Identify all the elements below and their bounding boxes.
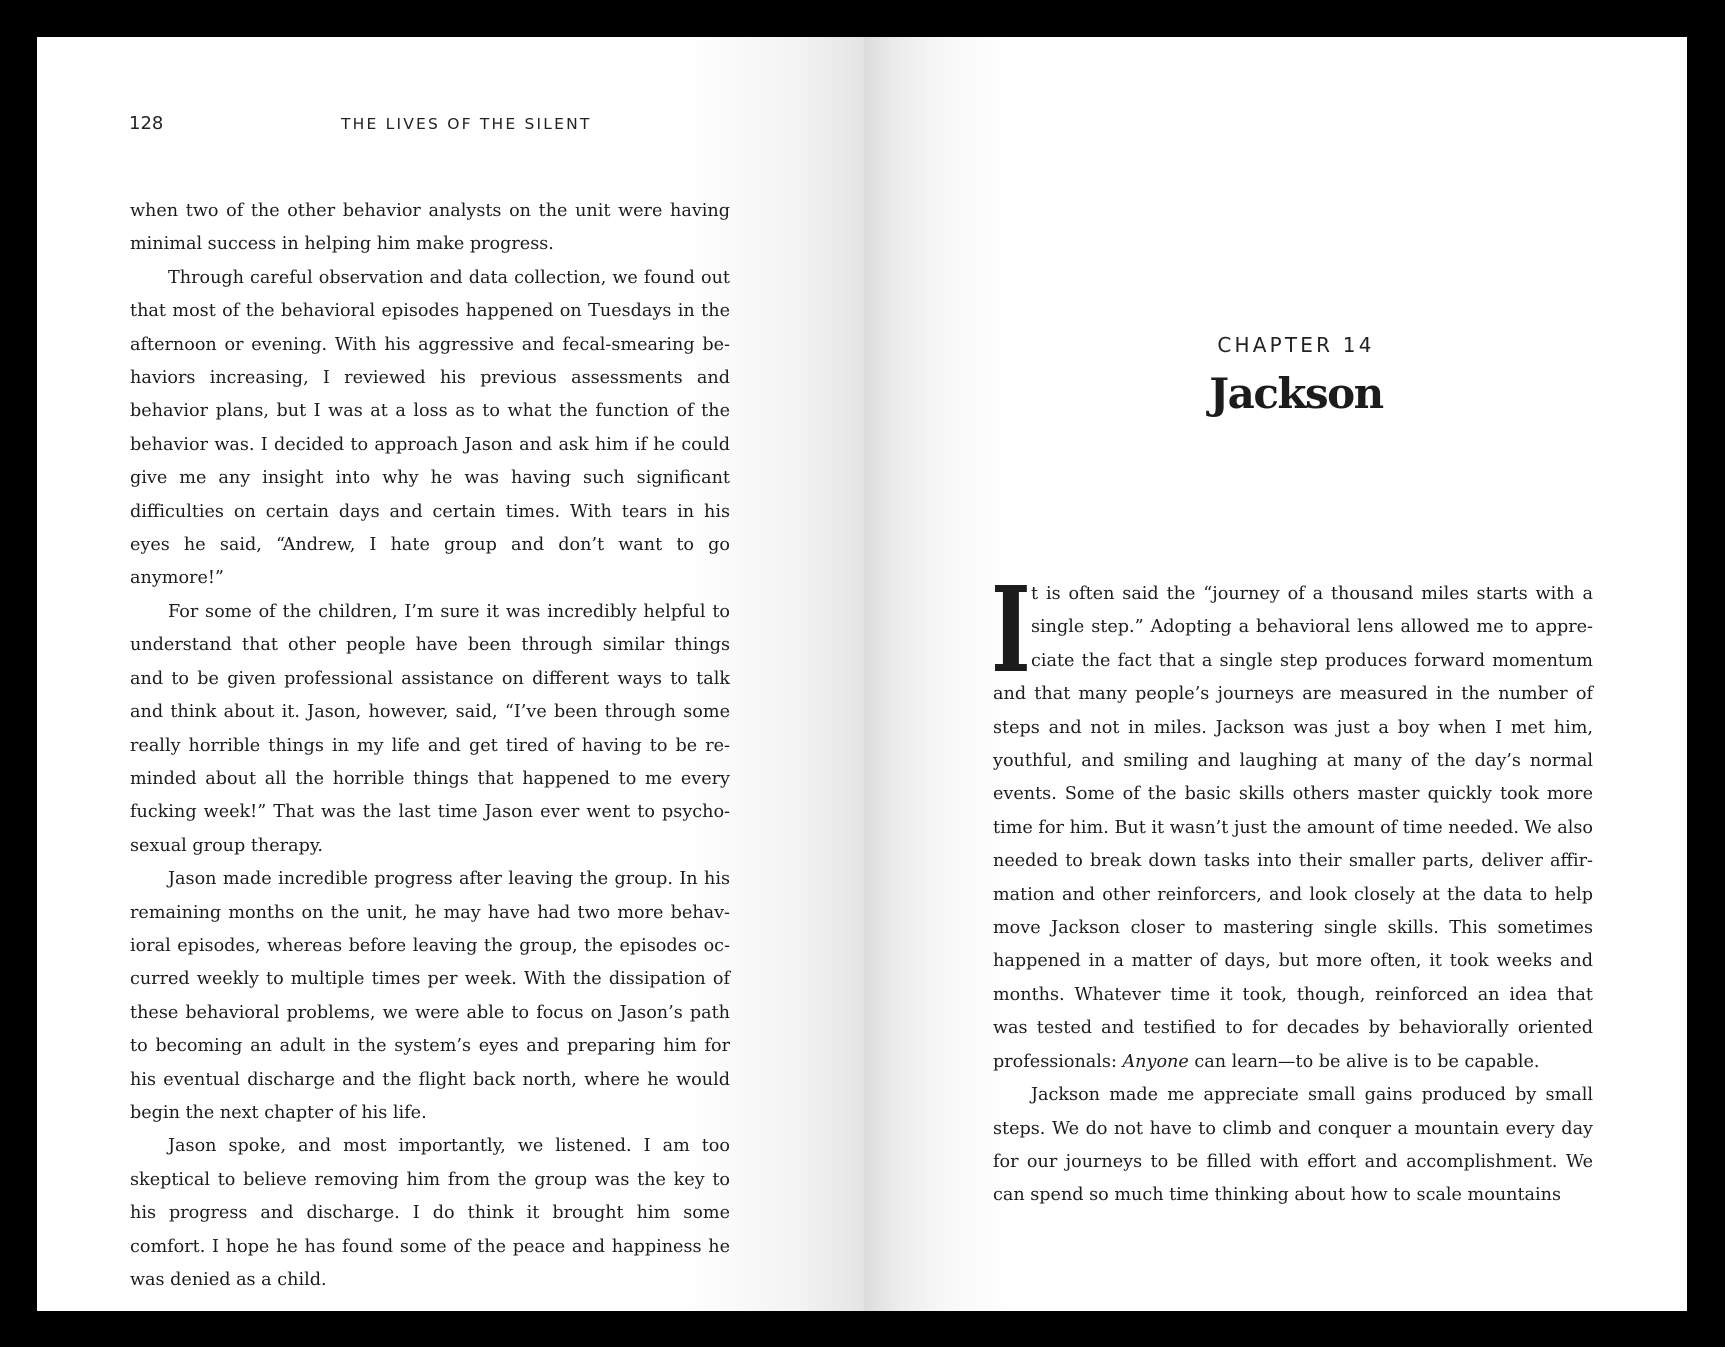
paragraph: Jackson made me appreciate small gains produced by small steps. We do not have to climb and conquer a mountain every day for our journeys to be filled with effort and accomplishment. We can spend so much time thinking about how to scale mountains: [993, 1085, 1593, 1206]
paragraph: Jason spoke, and most importantly, we listened. I am too skeptical to believe removing him from the group was the key to his progress and discharge. I do think it brought him some comfort. I hope he has found some of the peace and happiness he was denied as a child.: [130, 1136, 730, 1290]
left-body-text: [130, 195, 730, 1297]
right-body-column: [991, 560, 1593, 1213]
running-head: [129, 109, 729, 139]
paragraph: when two of the other behavior analysts on the unit were having minimal success in helping him make progress.: [130, 201, 730, 255]
left-page: [37, 37, 864, 1311]
paragraph: For some of the children, I’m sure it was incredibly helpful to understand that other people have been through similar things and to be given professional assistance on different ways to talk and think about it. Jason, however, said, “I’ve been through some really horrible things in my life and get tired of having to be re minded about all the horrible things that happened to me every fucking week!” That was the last time Jason ever went to psychosexual group therapy.: [130, 601, 730, 856]
emphasis-text: Anyone: [1122, 1051, 1189, 1072]
paragraph-text-end: can learn—to be alive is to be capable.: [1188, 1051, 1540, 1072]
page-number: 128: [129, 113, 164, 134]
paragraph-with-dropcap: [991, 560, 1593, 1079]
chapter-title: Jackson: [1209, 369, 1383, 418]
book-title-header: THE LIVES OF THE SILENT: [341, 115, 592, 133]
chapter-number: CHAPTER 14: [1217, 333, 1375, 357]
drop-cap: I: [991, 560, 1031, 699]
paragraph-text: t is often said the “journey of a thousand miles starts with a single step.” Adopting a behavioral lens allowed me to appreciate the fact that a single step produces forward momentum and that many people’s journeys are measured in the number of steps and not in miles. Jackson was just a boy when I met him, youthful, and smiling and laughing at many of the day’s normal events. Some of the basic skills others master quickly took more time for him. But it wasn’t just the amount of time needed. We also needed to break down tasks into their smaller parts, deliver affirmation and other reinforcers, and look closely at the data to help move Jackson closer to mastering single skills. This sometimes happened in a matter of days, but more often, it took weeks and months. Whatever time it took, though, reinforced an idea that was tested and testified to for decades by behaviorally oriented professionals:: [993, 584, 1593, 1072]
paragraph: Through careful observation and data collection, we found out that most of the behavioral episodes happened on Tuesdays in the afternoon or evening. With his aggressive and fecal-smearing behaviors increasing, I reviewed his previous assessments and behavior plans, but I was at a loss as to what the function of the behavior was. I decided to approach Jason and ask him if he could give me any insight into why he was having such significant difficulties on certain days and certain times. With tears in his eyes he said, “Andrew, I hate group and don’t want to go anymore!”: [130, 267, 730, 589]
paragraph: Jason made incredible progress after leaving the group. In his remaining months on the unit, he may have had two more behavioral episodes, whereas before leaving the group, the episodes occurred weekly to multiple times per week. With the dissipation of these behavioral problems, we were able to focus on Jason’s path to becoming an adult in the system’s eyes and preparing him for his eventual discharge and the flight back north, where he would begin the next chapter of his life.: [130, 869, 730, 1123]
